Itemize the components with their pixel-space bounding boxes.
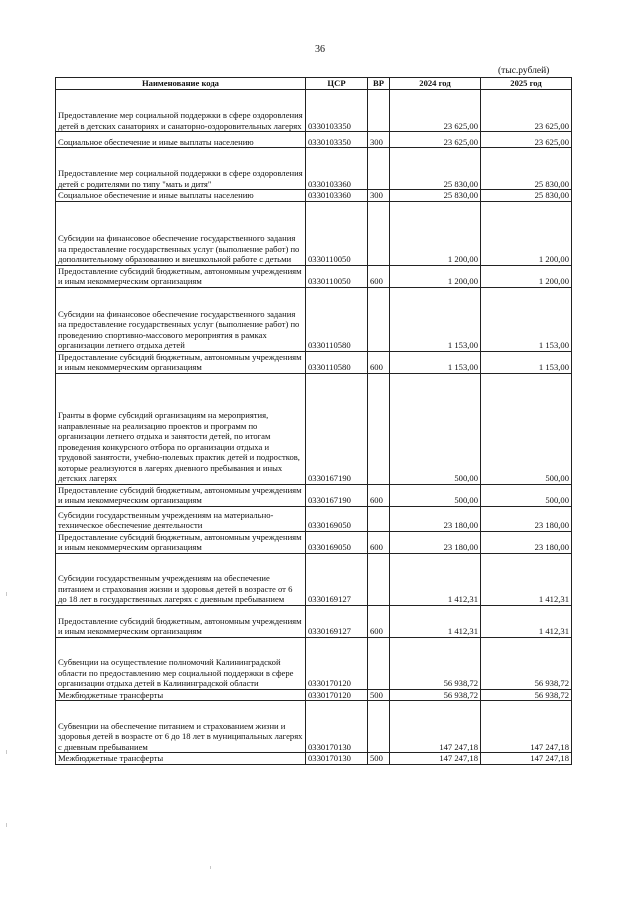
row-value-2025: 23 625,00 [481, 90, 572, 132]
row-value-2025: 147 247,18 [481, 753, 572, 765]
row-value-2025: 500,00 [481, 373, 572, 484]
table-row [56, 553, 572, 605]
row-name: Предоставление субсидий бюджетным, автономным учреждениям и иным некоммерческим организациям [56, 265, 306, 287]
header-csr: ЦСР [306, 78, 368, 90]
row-name: Предоставление субсидий бюджетным, автономным учреждениям и иным некоммерческим организациям [56, 531, 306, 553]
row-value-2024: 56 938,72 [390, 637, 481, 689]
row-value-2024: 1 153,00 [390, 287, 481, 351]
table-row [56, 689, 572, 701]
row-value-2024: 25 830,00 [390, 148, 481, 190]
row-name: Субсидии на финансовое обеспечение государственного задания на предоставление государственных услуг (выполнение работ) по дополнительному образованию и внешкольной работе с детьми [56, 201, 306, 265]
row-csr: 0330167190 [306, 484, 368, 506]
table-row [56, 506, 572, 531]
row-csr: 0330110050 [306, 201, 368, 265]
row-value-2024: 1 200,00 [390, 201, 481, 265]
row-value-2025: 500,00 [481, 484, 572, 506]
row-vr [368, 506, 390, 531]
row-vr: 300 [368, 132, 390, 148]
row-value-2024: 25 830,00 [390, 190, 481, 202]
row-name: Субвенции на обеспечение питанием и страхованием жизни и здоровья детей в возрасте от 6 до 18 лет в муниципальных лагерях с дневным пребыванием [56, 701, 306, 753]
row-vr [368, 90, 390, 132]
row-vr: 500 [368, 753, 390, 765]
row-name: Предоставление субсидий бюджетным, автономным учреждениям и иным некоммерческим организациям [56, 605, 306, 637]
scan-mark [6, 750, 7, 754]
row-value-2024: 56 938,72 [390, 689, 481, 701]
row-csr: 0330170120 [306, 689, 368, 701]
header-2025: 2025 год [481, 78, 572, 90]
row-vr [368, 148, 390, 190]
page-number: 36 [315, 44, 325, 55]
row-name: Субсидии государственным учреждениям на материально-техническое обеспечение деятельности [56, 506, 306, 531]
row-value-2025: 25 830,00 [481, 190, 572, 202]
table-row [56, 148, 572, 190]
table-header-row [56, 78, 572, 90]
scan-mark [6, 823, 7, 827]
row-value-2025: 1 200,00 [481, 201, 572, 265]
row-value-2024: 1 412,31 [390, 553, 481, 605]
row-vr [368, 201, 390, 265]
row-value-2025: 25 830,00 [481, 148, 572, 190]
header-2024: 2024 год [390, 78, 481, 90]
units-label: (тыс.рублей) [498, 66, 550, 76]
row-csr: 0330103350 [306, 90, 368, 132]
header-vr: ВР [368, 78, 390, 90]
row-vr: 300 [368, 190, 390, 202]
row-csr: 0330169050 [306, 531, 368, 553]
row-value-2025: 1 412,31 [481, 605, 572, 637]
row-vr [368, 637, 390, 689]
row-name: Предоставление субсидий бюджетным, автономным учреждениям и иным некоммерческим организациям [56, 484, 306, 506]
row-csr: 0330110050 [306, 265, 368, 287]
table-row [56, 201, 572, 265]
row-vr: 600 [368, 265, 390, 287]
row-csr: 0330103360 [306, 190, 368, 202]
table-row [56, 484, 572, 506]
table-row [56, 701, 572, 753]
row-name: Предоставление субсидий бюджетным, автономным учреждениям и иным некоммерческим организациям [56, 351, 306, 373]
row-csr: 0330170120 [306, 637, 368, 689]
row-vr: 600 [368, 351, 390, 373]
scan-mark [6, 592, 7, 596]
row-value-2025: 23 180,00 [481, 531, 572, 553]
row-value-2024: 500,00 [390, 484, 481, 506]
table-body [56, 90, 572, 765]
row-vr: 600 [368, 605, 390, 637]
row-name: Субсидии на финансовое обеспечение государственного задания на предоставление государственных услуг (выполнение работ) по проведению спортивно-массового мероприятия в рамках организации летнего отдыха детей [56, 287, 306, 351]
row-name: Гранты в форме субсидий организациям на мероприятия, направленные на реализацию проектов и программ по организации летнего отдыха и занятости детей, по итогам проведения конкурсного отбора по организации отдыха и трудовой занятости, учебно-полевых практик детей и подростков, которые реализуются в лагерях дневного пребывания и иных детских лагерях [56, 373, 306, 484]
table-row [56, 265, 572, 287]
scan-mark [210, 866, 211, 869]
row-vr [368, 287, 390, 351]
row-value-2025: 1 153,00 [481, 287, 572, 351]
table-row [56, 637, 572, 689]
table-row [56, 531, 572, 553]
row-value-2024: 1 200,00 [390, 265, 481, 287]
row-name: Межбюджетные трансферты [56, 753, 306, 765]
row-vr: 500 [368, 689, 390, 701]
row-csr: 0330169127 [306, 553, 368, 605]
row-value-2025: 23 180,00 [481, 506, 572, 531]
row-name: Предоставление мер социальной поддержки в сфере оздоровления детей с родителями по типу "мать и дитя" [56, 148, 306, 190]
row-csr: 0330170130 [306, 701, 368, 753]
table-row [56, 190, 572, 202]
row-value-2025: 1 200,00 [481, 265, 572, 287]
row-value-2024: 500,00 [390, 373, 481, 484]
table-row [56, 605, 572, 637]
row-value-2024: 147 247,18 [390, 701, 481, 753]
row-vr: 600 [368, 484, 390, 506]
row-csr: 0330170130 [306, 753, 368, 765]
table-row [56, 90, 572, 132]
table-row [56, 351, 572, 373]
row-vr [368, 701, 390, 753]
row-value-2024: 23 625,00 [390, 90, 481, 132]
row-vr: 600 [368, 531, 390, 553]
row-value-2024: 1 153,00 [390, 351, 481, 373]
row-value-2025: 1 153,00 [481, 351, 572, 373]
row-value-2025: 56 938,72 [481, 689, 572, 701]
row-csr: 0330103360 [306, 148, 368, 190]
row-csr: 0330169127 [306, 605, 368, 637]
row-csr: 0330103350 [306, 132, 368, 148]
row-name: Социальное обеспечение и иные выплаты населению [56, 190, 306, 202]
row-value-2024: 1 412,31 [390, 605, 481, 637]
budget-table [55, 77, 572, 765]
row-value-2024: 23 625,00 [390, 132, 481, 148]
row-value-2025: 147 247,18 [481, 701, 572, 753]
row-name: Предоставление мер социальной поддержки в сфере оздоровления детей в детских санаториях и санаторно-оздоровительных лагерях [56, 90, 306, 132]
row-vr [368, 373, 390, 484]
row-value-2024: 23 180,00 [390, 531, 481, 553]
row-value-2024: 23 180,00 [390, 506, 481, 531]
row-csr: 0330167190 [306, 373, 368, 484]
table-row [56, 132, 572, 148]
table-row [56, 287, 572, 351]
table-row [56, 373, 572, 484]
row-vr [368, 553, 390, 605]
row-name: Межбюджетные трансферты [56, 689, 306, 701]
header-name: Наименование кода [56, 78, 306, 90]
table-row [56, 753, 572, 765]
row-value-2025: 56 938,72 [481, 637, 572, 689]
row-value-2025: 1 412,31 [481, 553, 572, 605]
row-value-2025: 23 625,00 [481, 132, 572, 148]
row-csr: 0330169050 [306, 506, 368, 531]
row-csr: 0330110580 [306, 287, 368, 351]
row-value-2024: 147 247,18 [390, 753, 481, 765]
row-name: Субвенции на осуществление полномочий Калининградской области по предоставлению мер социальной поддержки в сфере организации отдыха детей в Калининградской области [56, 637, 306, 689]
row-name: Социальное обеспечение и иные выплаты населению [56, 132, 306, 148]
row-name: Субсидии государственным учреждениям на обеспечение питанием и страхования жизни и здоровья детей в возрасте от 6 до 18 лет в государственных лагерях с дневным пребыванием [56, 553, 306, 605]
row-csr: 0330110580 [306, 351, 368, 373]
